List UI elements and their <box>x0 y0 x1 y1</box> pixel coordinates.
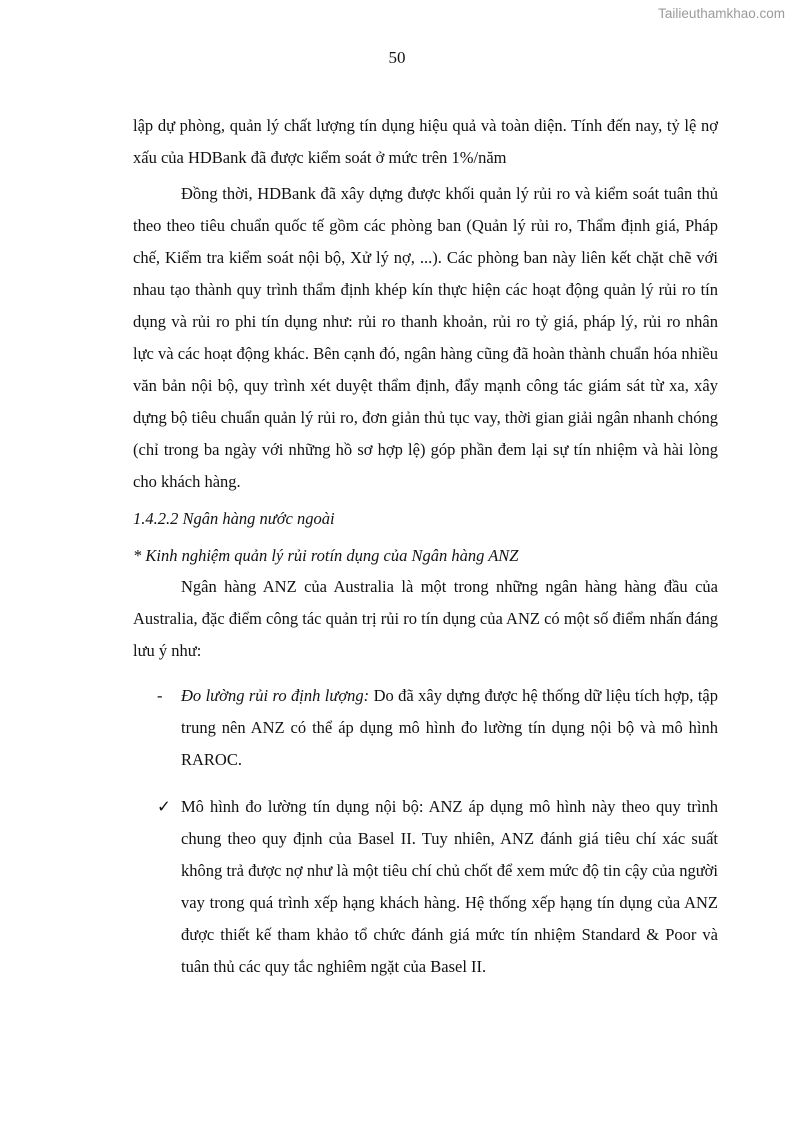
dash-item-text <box>181 680 718 776</box>
dash-marker: - <box>157 686 163 705</box>
check-list-item <box>133 791 718 983</box>
check-item-text: Mô hình đo lường tín dụng nội bộ: ANZ áp dụng mô hình này theo quy trình chung theo quy định của Basel II. Tuy nhiên, ANZ đánh giá tiêu chí xác suất không trả được nợ như là một tiêu chí chủ chốt để xem mức độ tin cậy của người vay trong quá trình xếp hạng khách hàng. Hệ thống xếp hạng tín dụng của ANZ được thiết kế tham khảo tổ chức đánh giá mức tín nhiệm Standard & Poor và tuân thủ các quy tắc nghiêm ngặt của Basel II. <box>181 797 718 976</box>
page-number: 50 <box>388 48 406 67</box>
watermark: Tailieuthamkhao.com <box>658 6 785 21</box>
section-heading: 1.4.2.2 Ngân hàng nước ngoài <box>133 509 335 528</box>
dash-item-body: Do đã xây dựng được hệ thống dữ liệu tích hợp, tập trung nên ANZ có thể áp dụng mô hình đo lường tín dụng nội bộ và mô hình RAROC. <box>181 686 718 769</box>
dash-item-label: Đo lường rủi ro định lượng: <box>181 686 370 705</box>
paragraph-hdbank: Đồng thời, HDBank đã xây dựng được khối quản lý rủi ro và kiểm soát tuân thủ theo theo tiêu chuẩn quốc tế gồm các phòng ban (Quản lý rủi ro, Thẩm định giá, Pháp chế, Kiểm tra kiểm soát nội bộ, Xử lý nợ, ...). Các phòng ban này liên kết chặt chẽ với nhau tạo thành quy trình thẩm định khép kín thực hiện các hoạt động quản lý rủi ro tín dụng và rủi ro phi tín dụng như: rủi ro thanh khoản, rủi ro tỷ giá, pháp lý, rủi ro nhân lực và các hoạt động khác. Bên cạnh đó, ngân hàng cũng đã hoàn thành chuẩn hóa nhiều văn bản nội bộ, quy trình xét duyệt thẩm định, đẩy mạnh công tác giám sát từ xa, xây dựng bộ tiêu chuẩn quản lý rủi ro, đơn giản thủ tục vay, thời gian giải ngân nhanh chóng (chỉ trong ba ngày với những hồ sơ hợp lệ) góp phần đem lại sự tín nhiệm và hài lòng cho khách hàng. <box>133 184 718 491</box>
checkmark-icon: ✓ <box>157 797 171 816</box>
dash-list-item <box>133 680 718 776</box>
paragraph-intro: lập dự phòng, quản lý chất lượng tín dụng hiệu quả và toàn diện. Tính đến nay, tỷ lệ nợ xấu của HDBank đã được kiểm soát ở mức trên 1%/năm <box>133 116 718 167</box>
paragraph-anz: Ngân hàng ANZ của Australia là một trong những ngân hàng hàng đầu của Australia, đặc điểm công tác quản trị rủi ro tín dụng của ANZ có một số điểm nhấn đáng lưu ý như: <box>133 577 718 660</box>
subsection-heading: * Kinh nghiệm quản lý rủi rotín dụng của Ngân hàng ANZ <box>133 546 519 565</box>
